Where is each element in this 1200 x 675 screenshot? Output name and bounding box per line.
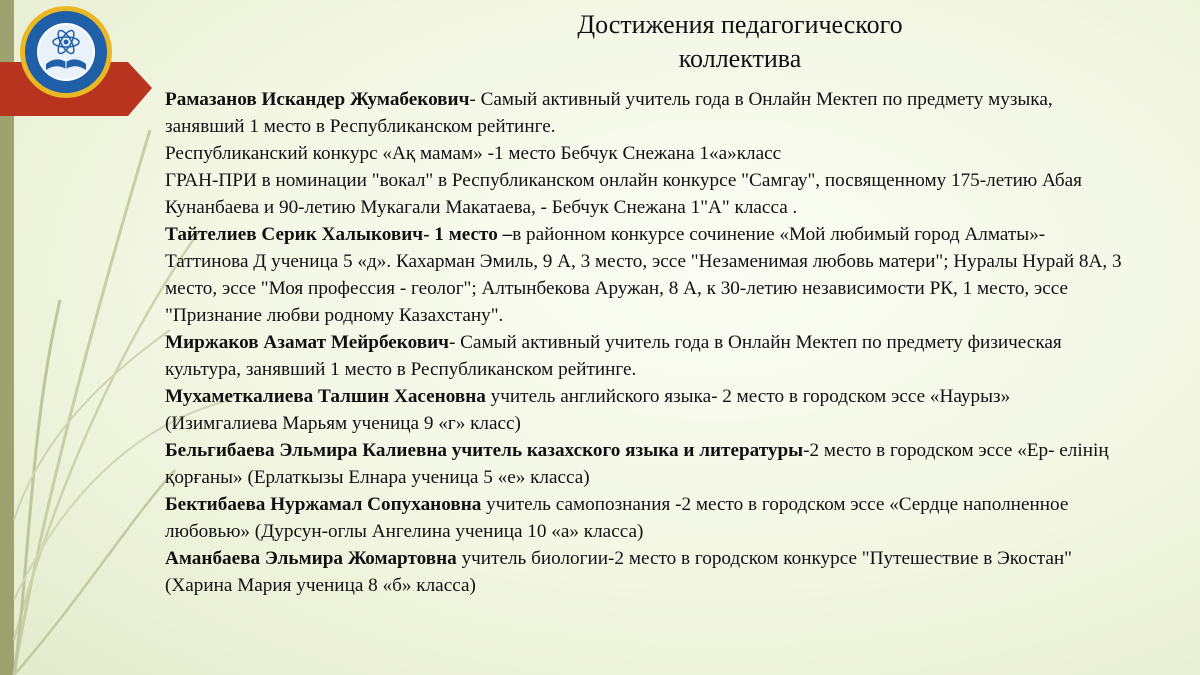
achievement-paragraph	[165, 329, 1125, 383]
achievement-text: учитель английского языка- 2 место в городском эссе «Наурыз» (Изимгалиева Марьям ученица 9 «г» класс)	[165, 386, 1011, 434]
achievement-text: в районном конкурсе сочинение «Мой любимый город Алматы»-Таттинова Д ученица 5 «д». Кахарман Эмиль, 9 А, 3 место, эссе "Незаменимая любовь матери"; Нуралы Нурай 8А, 3 место, эссе "Моя профессия - геолог"; Алтынбекова Аружан, 8 А, к 30-летию независимости РК, 1 место, эссе "Признание любви родному Казахстану".	[165, 224, 1122, 326]
achievement-text: - Самый активный учитель года в Онлайн Мектеп по предмету физическая культура, занявший 1 место в Республиканском рейтинге.	[165, 332, 1062, 380]
achievement-paragraph	[165, 86, 1125, 140]
ministry-emblem-icon	[18, 4, 114, 100]
achievement-text: ГРАН-ПРИ в номинации "вокал" в Республиканском онлайн конкурсе "Самгау", посвященному 175-летию Абая Кунанбаева и 90-летию Мукагали Макатаева, - Бебчук Снежана 1"А" класса .	[165, 170, 1083, 218]
teacher-name: Тайтелиев Серик Халыкович- 1 место –	[165, 224, 513, 245]
slide-title	[440, 8, 1040, 76]
achievement-text: - Самый активный учитель года в Онлайн Мектеп по предмету музыка, занявший 1 место в Республиканском рейтинге.	[165, 89, 1053, 137]
teacher-name: Бектибаева Нуржамал Сопухановна	[165, 494, 482, 515]
achievement-paragraph	[165, 491, 1125, 545]
achievement-text: учитель биологии-2 место в городском конкурсе "Путешествие в Экостан" (Харина Мария ученица 8 «б» класса)	[165, 548, 1072, 596]
achievement-text: -2 место в городском эссе «Ер- елінің қорғаны» (Ерлаткызы Елнара ученица 5 «е» класса)	[165, 440, 1109, 488]
teacher-name: Миржаков Азамат Мейрбекович	[165, 332, 449, 353]
slide-title-line-2: коллектива	[678, 44, 802, 73]
achievement-text: Республиканский конкурс «Ақ мамам» -1 место Бебчук Снежана 1«а»класс	[165, 143, 782, 164]
achievement-paragraph	[165, 221, 1125, 329]
teacher-name: Рамазанов Искандер Жумабекович	[165, 89, 470, 110]
teacher-name: Аманбаева Эльмира Жомартовна	[165, 548, 457, 569]
achievement-paragraph	[165, 167, 1125, 221]
achievements-text	[165, 86, 1125, 599]
achievement-paragraph	[165, 437, 1125, 491]
achievement-paragraph	[165, 383, 1125, 437]
achievement-text: учитель самопознания -2 место в городском эссе «Сердце наполненное любовью» (Дурсун-оглы Ангелина ученица 10 «а» класса)	[165, 494, 1069, 542]
teacher-name: Мухаметкалиева Талшин Хасеновна	[165, 386, 486, 407]
slide-title-line-1: Достижения педагогического	[577, 10, 903, 39]
achievement-paragraph	[165, 545, 1125, 599]
achievement-paragraph	[165, 140, 1125, 167]
teacher-name: Бельгибаева Эльмира Калиевна учитель казахского языка и литературы	[165, 440, 804, 461]
